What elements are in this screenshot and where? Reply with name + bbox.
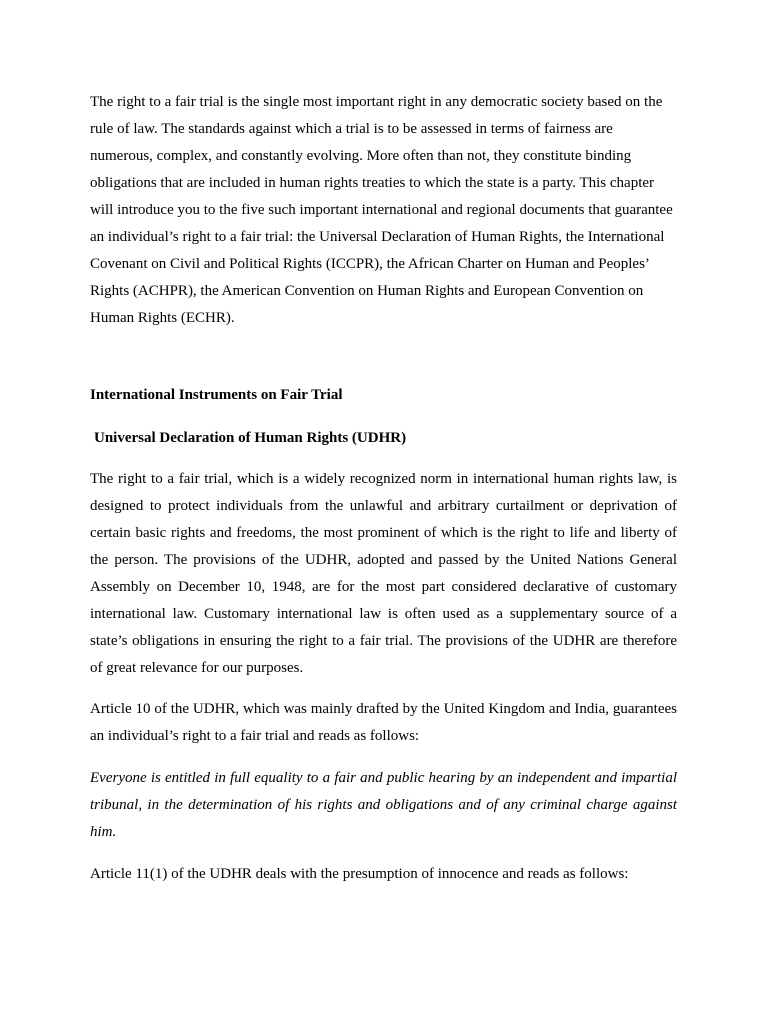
intro-paragraph: The right to a fair trial is the single most important right in any democratic society based on the rule of law. The standards against which a trial is to be assessed in terms of fairness are numerous, complex, and constantly evolving. More often than not, they constitute binding obligations that are included in human rights treaties to which the state is a party. This chapter will introduce you to the five such important international and regional documents that guarantee an individual’s right to a fair trial: the Universal Declaration of Human Rights, the International Covenant on Civil and Political Rights (ICCPR), the African Charter on Human and Peoples’ Rights (ACHPR), the American Convention on Human Rights and European Convention on Human Rights (ECHR).: [90, 94, 673, 326]
article11-intro-paragraph: Article 11(1) of the UDHR deals with the presumption of innocence and reads as follows:: [90, 866, 629, 882]
udhr-paragraph: The right to a fair trial, which is a widely recognized norm in international human rights law, is designed to protect individuals from the unlawful and arbitrary curtailment or deprivation of certain basic rights and freedoms, the most prominent of which is the right to life and liberty of the person. The provisions of the UDHR, adopted and passed by the United Nations General Assembly on December 10, 1948, are for the most part considered declarative of customary international law. Customary international law is often used as a supplementary source of a state’s obligations in ensuring the right to a fair trial. The provisions of the UDHR are therefore of great relevance for our purposes.: [90, 471, 677, 676]
subsection-heading: Universal Declaration of Human Rights (UDHR): [94, 430, 407, 446]
article10-intro-paragraph: Article 10 of the UDHR, which was mainly drafted by the United Kingdom and India, guarantees an individual’s right to a fair trial and reads as follows:: [90, 701, 677, 744]
section-heading: International Instruments on Fair Trial: [90, 387, 343, 403]
article10-quote: Everyone is entitled in full equality to a fair and public hearing by an independent and impartial tribunal, in the determination of his rights and obligations and of any criminal charge against him.: [90, 770, 677, 840]
